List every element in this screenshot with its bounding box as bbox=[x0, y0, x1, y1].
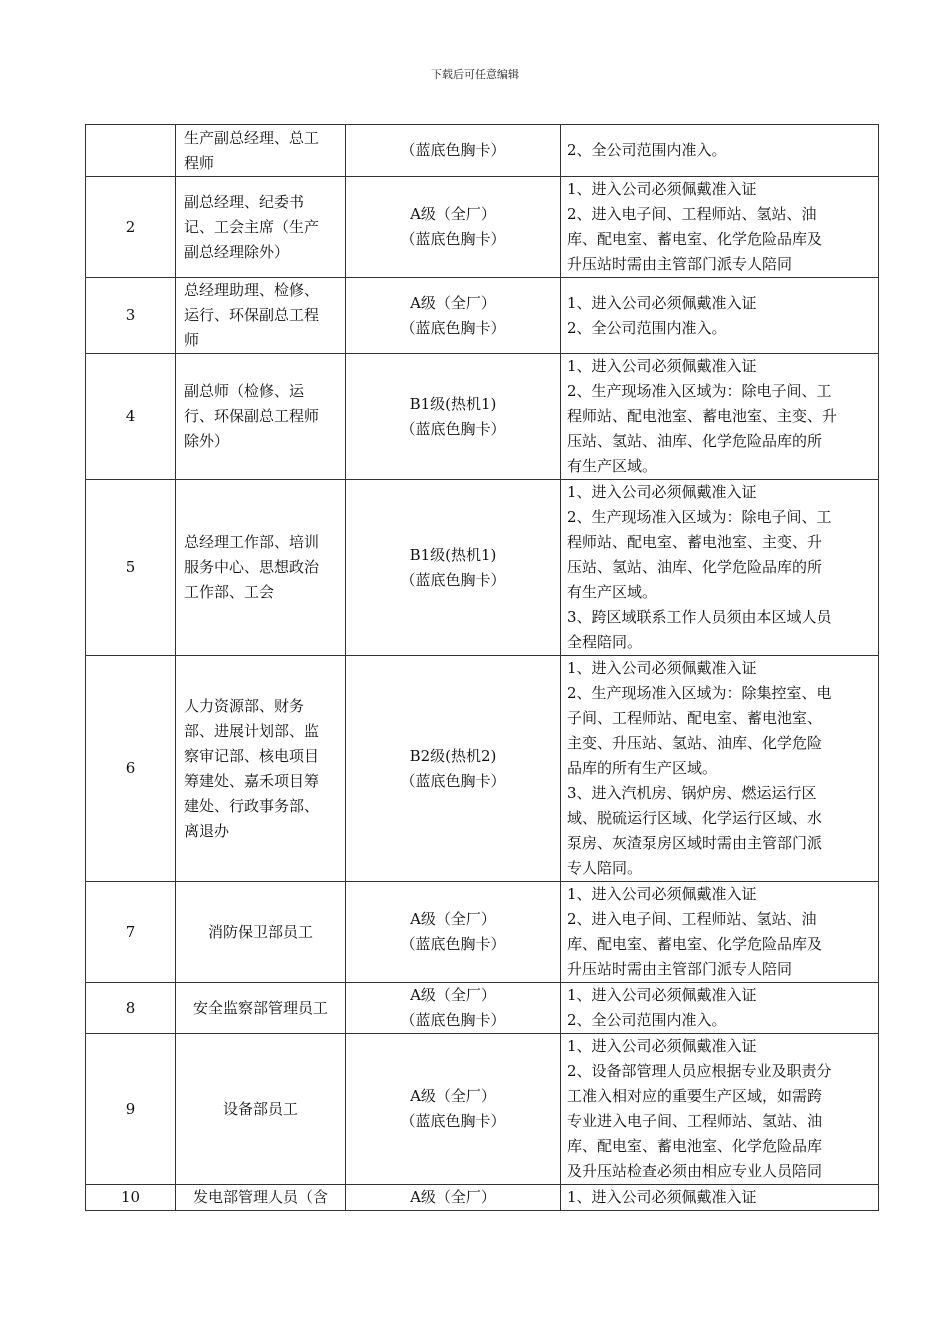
access-rules-line: 程师站、配电池室、蓄电池室、主变、升 bbox=[567, 407, 838, 425]
access-rules-line: 升压站时需由主管部门派专人陪同 bbox=[567, 255, 793, 273]
access-rules-line: 1、进入公司必须佩戴准入证 bbox=[567, 483, 757, 501]
personnel-category bbox=[176, 278, 346, 354]
access-rules bbox=[561, 278, 879, 354]
personnel-category-line: 记、工会主席（生产 bbox=[184, 217, 320, 236]
personnel-category bbox=[176, 125, 346, 177]
row-number: 5 bbox=[86, 480, 176, 656]
personnel-category-line: 人力资源部、财务 bbox=[184, 696, 305, 715]
table-row bbox=[86, 125, 879, 177]
personnel-category-line: 工作部、工会 bbox=[184, 583, 275, 601]
access-rules-line: 3、跨区域联系工作人员须由本区域人员 bbox=[567, 608, 832, 626]
access-rules-line: 升压站时需由主管部门派专人陪同 bbox=[567, 960, 793, 978]
table-row bbox=[86, 656, 879, 882]
access-level-line: （蓝底色胸卡） bbox=[400, 771, 506, 790]
access-level-line: （蓝底色胸卡） bbox=[400, 141, 506, 159]
row-number: 8 bbox=[86, 983, 176, 1034]
row-number: 3 bbox=[86, 278, 176, 354]
access-rules-line: 库、配电室、蓄电室、化学危险品库及 bbox=[567, 230, 823, 248]
personnel-category-line: 安全监察部管理员工 bbox=[192, 998, 328, 1017]
access-rules-line: 2、生产现场准入区域为：除电子间、工 bbox=[567, 382, 832, 400]
access-level-line: （蓝底色胸卡） bbox=[400, 419, 506, 438]
access-rules-line: 1、进入公司必须佩戴准入证 bbox=[567, 293, 757, 312]
access-level bbox=[346, 882, 561, 983]
row-number: 6 bbox=[86, 656, 176, 882]
row-number: 7 bbox=[86, 882, 176, 983]
personnel-category bbox=[176, 354, 346, 480]
table-row bbox=[86, 177, 879, 278]
personnel-category-line: 师 bbox=[184, 331, 200, 349]
access-rules bbox=[561, 656, 879, 882]
table-row bbox=[86, 278, 879, 354]
access-rules-line: 主变、升压站、氢站、油库、化学危险 bbox=[567, 734, 823, 752]
access-rules-line: 全程陪同。 bbox=[567, 633, 643, 651]
access-level-line: A级（全厂） bbox=[410, 910, 496, 928]
access-rules-line: 工准入相对应的重要生产区域，如需跨 bbox=[567, 1087, 823, 1105]
access-rules-line: 1、进入公司必须佩戴准入证 bbox=[567, 1188, 757, 1206]
access-rules-line: 2、进入电子间、工程师站、氢站、油 bbox=[567, 205, 817, 223]
access-rules-line: 2、全公司范围内准入。 bbox=[567, 1011, 727, 1029]
access-level-table bbox=[85, 124, 879, 1211]
access-level-line: （蓝底色胸卡） bbox=[400, 935, 506, 953]
access-rules bbox=[561, 177, 879, 278]
access-rules-line: 1、进入公司必须佩戴准入证 bbox=[567, 659, 757, 677]
access-level bbox=[346, 125, 561, 177]
access-rules bbox=[561, 1185, 879, 1211]
personnel-category-line: 发电部管理人员（含 bbox=[192, 1188, 328, 1206]
access-level-line: （蓝底色胸卡） bbox=[400, 570, 506, 589]
personnel-category bbox=[176, 177, 346, 278]
personnel-category-line: 副总经理除外） bbox=[184, 242, 290, 261]
access-rules-line: 1、进入公司必须佩戴准入证 bbox=[567, 1037, 757, 1055]
table-row bbox=[86, 882, 879, 983]
access-rules-line: 库、配电室、蓄电室、化学危险品库及 bbox=[567, 935, 823, 953]
personnel-category bbox=[176, 656, 346, 882]
access-level-line: （蓝底色胸卡） bbox=[400, 318, 506, 337]
access-rules-line: 1、进入公司必须佩戴准入证 bbox=[567, 357, 757, 375]
access-level-line: A级（全厂） bbox=[410, 1087, 496, 1105]
access-rules-line: 有生产区域。 bbox=[567, 457, 658, 475]
access-level-line: （蓝底色胸卡） bbox=[400, 1112, 506, 1130]
access-rules-line: 2、设备部管理人员应根据专业及职责分 bbox=[567, 1062, 832, 1080]
access-rules-line: 及升压站检查必须由相应专业人员陪同 bbox=[567, 1162, 823, 1180]
access-level-line: A级（全厂） bbox=[410, 205, 496, 223]
personnel-category-line: 服务中心、思想政治 bbox=[184, 558, 320, 576]
personnel-category-line: 程师 bbox=[184, 153, 215, 172]
personnel-category bbox=[176, 1034, 346, 1185]
personnel-category-line: 总经理工作部、培训 bbox=[184, 533, 320, 551]
access-level-line: A级（全厂） bbox=[410, 1188, 496, 1206]
personnel-category-line: 离退办 bbox=[184, 821, 230, 840]
access-level bbox=[346, 177, 561, 278]
personnel-category bbox=[176, 1185, 346, 1211]
access-rules-line: 域、脱硫运行区域、化学运行区域、水 bbox=[567, 809, 823, 827]
personnel-category-line: 副总师（检修、运 bbox=[184, 382, 305, 400]
personnel-category-line: 部、进展计划部、监 bbox=[184, 721, 320, 740]
table-row bbox=[86, 1034, 879, 1185]
access-rules-line: 专人陪同。 bbox=[567, 859, 643, 877]
access-rules-line: 品库的所有生产区域。 bbox=[567, 759, 718, 777]
access-level bbox=[346, 354, 561, 480]
personnel-category-line: 生产副总经理、总工 bbox=[184, 128, 320, 147]
personnel-category-line: 筹建处、嘉禾项目筹 bbox=[184, 771, 320, 790]
access-rules-line: 专业进入电子间、工程师站、氢站、油 bbox=[567, 1112, 823, 1130]
personnel-category bbox=[176, 882, 346, 983]
personnel-category-line: 消防保卫部员工 bbox=[207, 922, 313, 941]
access-level-line: A级（全厂） bbox=[410, 293, 496, 312]
table-row bbox=[86, 480, 879, 656]
access-level bbox=[346, 1034, 561, 1185]
access-level-line: （蓝底色胸卡） bbox=[400, 1011, 506, 1029]
access-rules-line: 2、全公司范围内准入。 bbox=[567, 141, 727, 159]
access-rules-line: 2、生产现场准入区域为：除电子间、工 bbox=[567, 508, 832, 526]
table-row bbox=[86, 983, 879, 1034]
access-level-line: （蓝底色胸卡） bbox=[400, 230, 506, 248]
access-level-line: B1级(热机1) bbox=[409, 394, 497, 413]
access-rules-line: 3、进入汽机房、锅炉房、燃运运行区 bbox=[567, 784, 817, 802]
personnel-category-line: 运行、环保副总工程 bbox=[184, 306, 320, 324]
page-header: 下载后可任意编辑 bbox=[431, 68, 519, 81]
row-number bbox=[86, 125, 176, 177]
access-rules-line: 压站、氢站、油库、化学危险品库的所 bbox=[567, 432, 823, 450]
personnel-category-line: 副总经理、纪委书 bbox=[184, 192, 305, 211]
access-rules bbox=[561, 354, 879, 480]
row-number: 2 bbox=[86, 177, 176, 278]
access-level-line: B1级(热机1) bbox=[409, 545, 497, 564]
personnel-category-line: 建处、行政事务部、 bbox=[184, 796, 320, 815]
access-level bbox=[346, 278, 561, 354]
row-number: 9 bbox=[86, 1034, 176, 1185]
access-rules bbox=[561, 1034, 879, 1185]
access-rules-line: 有生产区域。 bbox=[567, 583, 658, 601]
personnel-category-line: 设备部员工 bbox=[222, 1099, 298, 1118]
access-rules-line: 1、进入公司必须佩戴准入证 bbox=[567, 885, 757, 903]
access-level bbox=[346, 480, 561, 656]
access-rules-line: 1、进入公司必须佩戴准入证 bbox=[567, 986, 757, 1004]
access-rules bbox=[561, 882, 879, 983]
personnel-category-line: 除外） bbox=[184, 432, 230, 450]
personnel-category-line: 行、环保副总工程师 bbox=[184, 407, 320, 425]
access-level-line: B2级(热机2) bbox=[409, 746, 497, 765]
personnel-category bbox=[176, 480, 346, 656]
access-level bbox=[346, 1185, 561, 1211]
personnel-category bbox=[176, 983, 346, 1034]
access-rules-line: 1、进入公司必须佩戴准入证 bbox=[567, 180, 757, 198]
access-rules bbox=[561, 983, 879, 1034]
access-rules-line: 2、生产现场准入区域为：除集控室、电 bbox=[567, 684, 832, 702]
access-rules-line: 库、配电室、蓄电池室、化学危险品库 bbox=[567, 1137, 823, 1155]
access-rules-line: 2、进入电子间、工程师站、氢站、油 bbox=[567, 910, 817, 928]
table-row bbox=[86, 1185, 879, 1211]
row-number: 10 bbox=[86, 1185, 176, 1211]
access-rules-line: 泵房、灰渣泵房区域时需由主管部门派 bbox=[567, 834, 823, 852]
access-rules-line: 2、全公司范围内准入。 bbox=[567, 318, 727, 337]
access-rules bbox=[561, 125, 879, 177]
access-level-line: A级（全厂） bbox=[410, 986, 496, 1004]
access-level bbox=[346, 656, 561, 882]
access-rules-line: 子间、工程师站、配电室、蓄电池室、 bbox=[567, 709, 823, 727]
row-number: 4 bbox=[86, 354, 176, 480]
personnel-category-line: 总经理助理、检修、 bbox=[184, 281, 320, 299]
access-rules bbox=[561, 480, 879, 656]
table-row bbox=[86, 354, 879, 480]
access-rules-line: 压站、氢站、油库、化学危险品库的所 bbox=[567, 558, 823, 576]
access-rules-line: 程师站、配电室、蓄电池室、主变、升 bbox=[567, 533, 823, 551]
personnel-category-line: 察审记部、核电项目 bbox=[184, 746, 320, 765]
access-level bbox=[346, 983, 561, 1034]
